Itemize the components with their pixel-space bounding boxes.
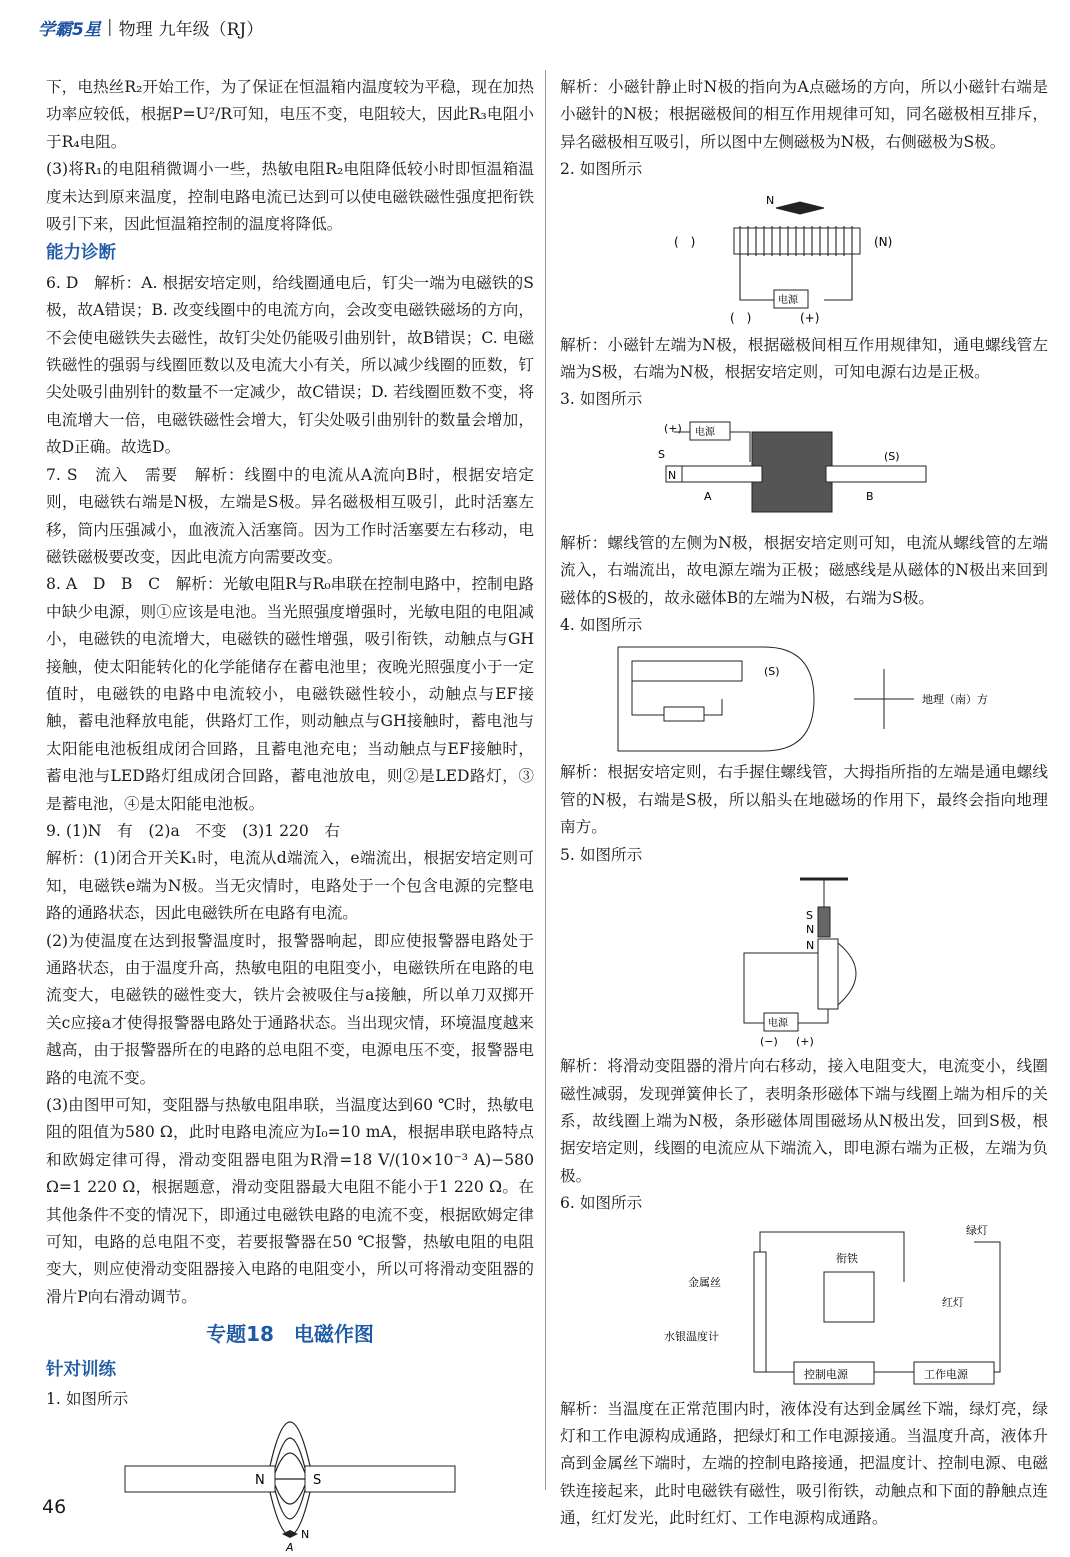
paragraph: 解析：根据安培定则，右手握住螺线管，大拇指所指的左端是通电螺线管的N极，右端是S极，所以船头在地磁场的作用下，最终会指向地理南方。 (560, 763, 1048, 837)
figure-caption: 5. 如图所示 (560, 845, 643, 864)
pole-label: N (766, 193, 775, 207)
answer-8: 8. A D B C 解析：光敏电阻R与R₀串联在控制电路中，控制电路中缺少电源，则①应该是电池。当光照强度增强时，光敏电阻的电阻减小，电磁铁的电流增大，电磁铁的磁性增强，吸引衔铁，动触点与GH接触，使太阳能转化的化学能储存在蓄电池里；夜晚光照强度小于一定值时，电磁铁的电路中电流较小，电磁铁磁性较小，动触点与EF接触，蓄电池释放电能，供路灯工作，则动触点与GH接触时，蓄电池与太阳能电池板组成闭合回路，且蓄电池充电；当动触点与EF接触时，蓄电池与LED路灯组成闭合回路，蓄电池放电，则②是LED路灯，③是蓄电池，④是太阳能电池板。 (46, 575, 534, 813)
thermometer-label: 水银温度计 (664, 1329, 719, 1343)
pole-label: S (313, 1472, 322, 1488)
figure-caption: 4. 如图所示 (560, 616, 643, 635)
pole-label: N (255, 1472, 265, 1488)
figure-6-temperature-alarm (604, 1222, 1004, 1392)
sign-label: (+) (664, 421, 682, 435)
control-power-label: 控制电源 (804, 1367, 848, 1381)
figure-caption: 2. 如图所示 (560, 160, 643, 179)
pole-label: N (806, 939, 815, 953)
paragraph: (3)将R₁的电阻稍微调小一些，热敏电阻R₂电阻降低较小时即恒温箱温度未达到原来温度，控制电路电流已达到可以使电磁铁磁性强度把衔铁吸引下来，因此恒温箱控制的温度将降低。 (46, 160, 534, 234)
page-number: 46 (42, 1496, 67, 1518)
green-lamp-label: 绿灯 (966, 1223, 988, 1237)
figure-4-boat (614, 643, 994, 755)
header-grade: 九年级（RJ） (158, 19, 264, 40)
figure-caption: 6. 如图所示 (560, 1194, 643, 1213)
left-column (46, 74, 534, 1557)
power-label: 电源 (778, 294, 798, 306)
paragraph: (3)由图甲可知，变阻器与热敏电阻串联，当温度达到60 ℃时，热敏电阻的阻值为580 Ω，此时电路电流应为I₀=10 mA，根据串联电路特点和欧姆定律可得，滑动变阻器电阻为R滑=18 V/(10×10⁻³ A)−580 Ω=1 220 Ω，根据题意，滑动变阻器最大电阻不能小于1 220 Ω。在其他条件不变的情况下，即通过电磁铁电路的电流不变，根据欧姆定律可知，电路的总电阻不变，若要报警器在50 ℃报警，热敏电阻的电阻变大，则应使滑动变阻器接入电路的电阻变小，所以可将滑动变阻器的滑片P向右滑动调节。 (46, 1096, 534, 1306)
paragraph: 解析：当温度在正常范围内时，液体没有达到金属丝下端，绿灯亮，绿灯和工作电源构成通路，把绿灯和工作电源接通。当温度升高，液体升高到金属丝下端时，左端的控制电路接通，把温度计、控制电源、电磁铁连接起来，此时电磁铁有磁性，吸引衔铁，动触点和下面的静触点连通，红灯发光，此时红灯、工作电源构成通路。 (560, 1399, 1048, 1528)
pole-label: N (301, 1527, 310, 1541)
figure-caption: 1. 如图所示 (46, 1390, 129, 1409)
column-divider (545, 70, 546, 1490)
figure-1-magnetic-field (120, 1418, 460, 1553)
compass-needle-icon (776, 202, 824, 214)
switch-label: S (658, 447, 665, 461)
point-label: B (866, 489, 874, 503)
pole-label: S (806, 909, 813, 923)
pole-label: (S) (764, 665, 780, 679)
direction-label: 地理（南）方 (922, 693, 988, 707)
paragraph: 解析：将滑动变阻器的滑片向右移动，接入电阻变大，电流变小，线圈磁性减弱，发现弹簧伸长了，表明条形磁体下端与线圈上端为相斥的关系，故线圈上端为N极，条形磁体周围磁场从N极出发，回到S极，根据安培定则，线圈的电流应从下端流入，即电源右端为正极，左端为负极。 (560, 1057, 1048, 1185)
point-label: A (286, 1540, 294, 1553)
paragraph: 解析：小磁针左端为N极，根据磁极间相互作用规律知，通电螺线管左端为S极，右端为N极，根据安培定则，可知电源右边是正极。 (560, 335, 1048, 382)
figure-3-electromagnet (654, 418, 954, 526)
red-lamp-label: 红灯 (942, 1295, 964, 1309)
blank-label: ( ) (730, 310, 752, 325)
header (38, 12, 263, 42)
armature-label: 衔铁 (836, 1251, 858, 1265)
paragraph: 解析：小磁针静止时N极的指向为A点磁场的方向，所以小磁针右端是小磁针的N极；根据磁极间的相互作用规律可知，同名磁极相互排斥，异名磁极相互吸引，所以图中左侧磁极为N极，右侧磁极为S极。 (560, 78, 1048, 151)
answer-9: 9. (1)N 有 (2)a 不变 (3)1 220 右 (46, 821, 341, 840)
blank-label: ( ) (674, 234, 696, 249)
answer-6: 6. D 解析：A. 根据安培定则，给线圈通电后，钉尖一端为电磁铁的S极，故A错误；B. 改变线圈中的电流方向，会改变电磁铁磁场的方向，不会使电磁铁失去磁性，故钉尖处仍能吸引曲别针，故B错误；C. 电磁铁磁性的强弱与线圈匝数以及电流大小有关，所以减少线圈的匝数，钉尖处吸引曲别针的数量不一定减少，故C错误；D. 若线圈匝数不变，将电流增大一倍，电磁铁磁性会增大，钉尖处吸引曲别针的数量会增加，故D正确。故选D。 (46, 273, 534, 457)
pole-label: N (806, 923, 815, 937)
right-column (560, 74, 1048, 1533)
paragraph: (2)为使温度在达到报警温度时，报警器响起，即应使报警器电路处于通路状态，由于温度升高，热敏电阻的电阻变小，电磁铁所在电路的电流变大，电磁铁的磁性变大，铁片会被吸住与a接触，所以单刀双掷开关c应接a才使得报警器电路处于通路状态。当出现灾情，环境温度越来越高，由于报警器所在的电路的总电阻不变，电源电压不变，报警器电路的电流不变。 (46, 931, 534, 1087)
section-heading: 针对训练 (46, 1359, 116, 1380)
sign-label: (−) (760, 1035, 778, 1049)
figure-5-spring-magnet (704, 873, 904, 1049)
paragraph: 解析：(1)闭合开关K₁时，电流从d端流入，e端流出，根据安培定则可知，电磁铁e端为N极。当无灾情时，电路处于一个包含电源的完整电路的通路状态，因此电磁铁所在电路有电流。 (46, 849, 534, 923)
sign-label: (+) (800, 310, 820, 325)
point-label: A (704, 489, 712, 503)
topic-title: 专题18 电磁作图 (206, 1322, 374, 1347)
paragraph: 解析：螺线管的左侧为N极，根据安培定则可知，电流从螺线管的左端流入，右端流出，故电源左端为正极；磁感线是从磁体的N极出来回到磁体的S极的，故永磁体B的左端为N极，右端为S极。 (560, 533, 1048, 607)
pole-label: N (668, 468, 677, 482)
power-label: 电源 (695, 426, 715, 438)
header-subject: 物理 (118, 19, 153, 40)
metal-wire-label: 金属丝 (688, 1275, 721, 1289)
brand-logo: 学霸5星 (38, 19, 101, 40)
sign-label: (+) (796, 1035, 814, 1049)
section-heading: 能力诊断 (46, 243, 116, 264)
pole-label: (N) (874, 234, 893, 249)
pole-label: (S) (884, 449, 900, 463)
work-power-label: 工作电源 (924, 1367, 968, 1381)
header-separator: | (106, 17, 113, 37)
figure-caption: 3. 如图所示 (560, 390, 643, 409)
figure-2-solenoid (674, 188, 934, 328)
power-label: 电源 (768, 1018, 788, 1030)
answer-7: 7. S 流入 需要 解析：线圈中的电流从A流向B时，根据安培定则，电磁铁右端是N极，左端是S极。异名磁极相互吸引，此时活塞左移，筒内压强减小，血液流入活塞筒。因为工作时活塞要左右移动，电磁铁磁极要改变，因此电流方向需要改变。 (46, 465, 534, 566)
paragraph: 下，电热丝R₂开始工作，为了保证在恒温箱内温度较为平稳，现在加热功率应较低，根据P=U²/R可知，电压不变，电阻较大，因此R₃电阻小于R₄电阻。 (46, 78, 534, 151)
